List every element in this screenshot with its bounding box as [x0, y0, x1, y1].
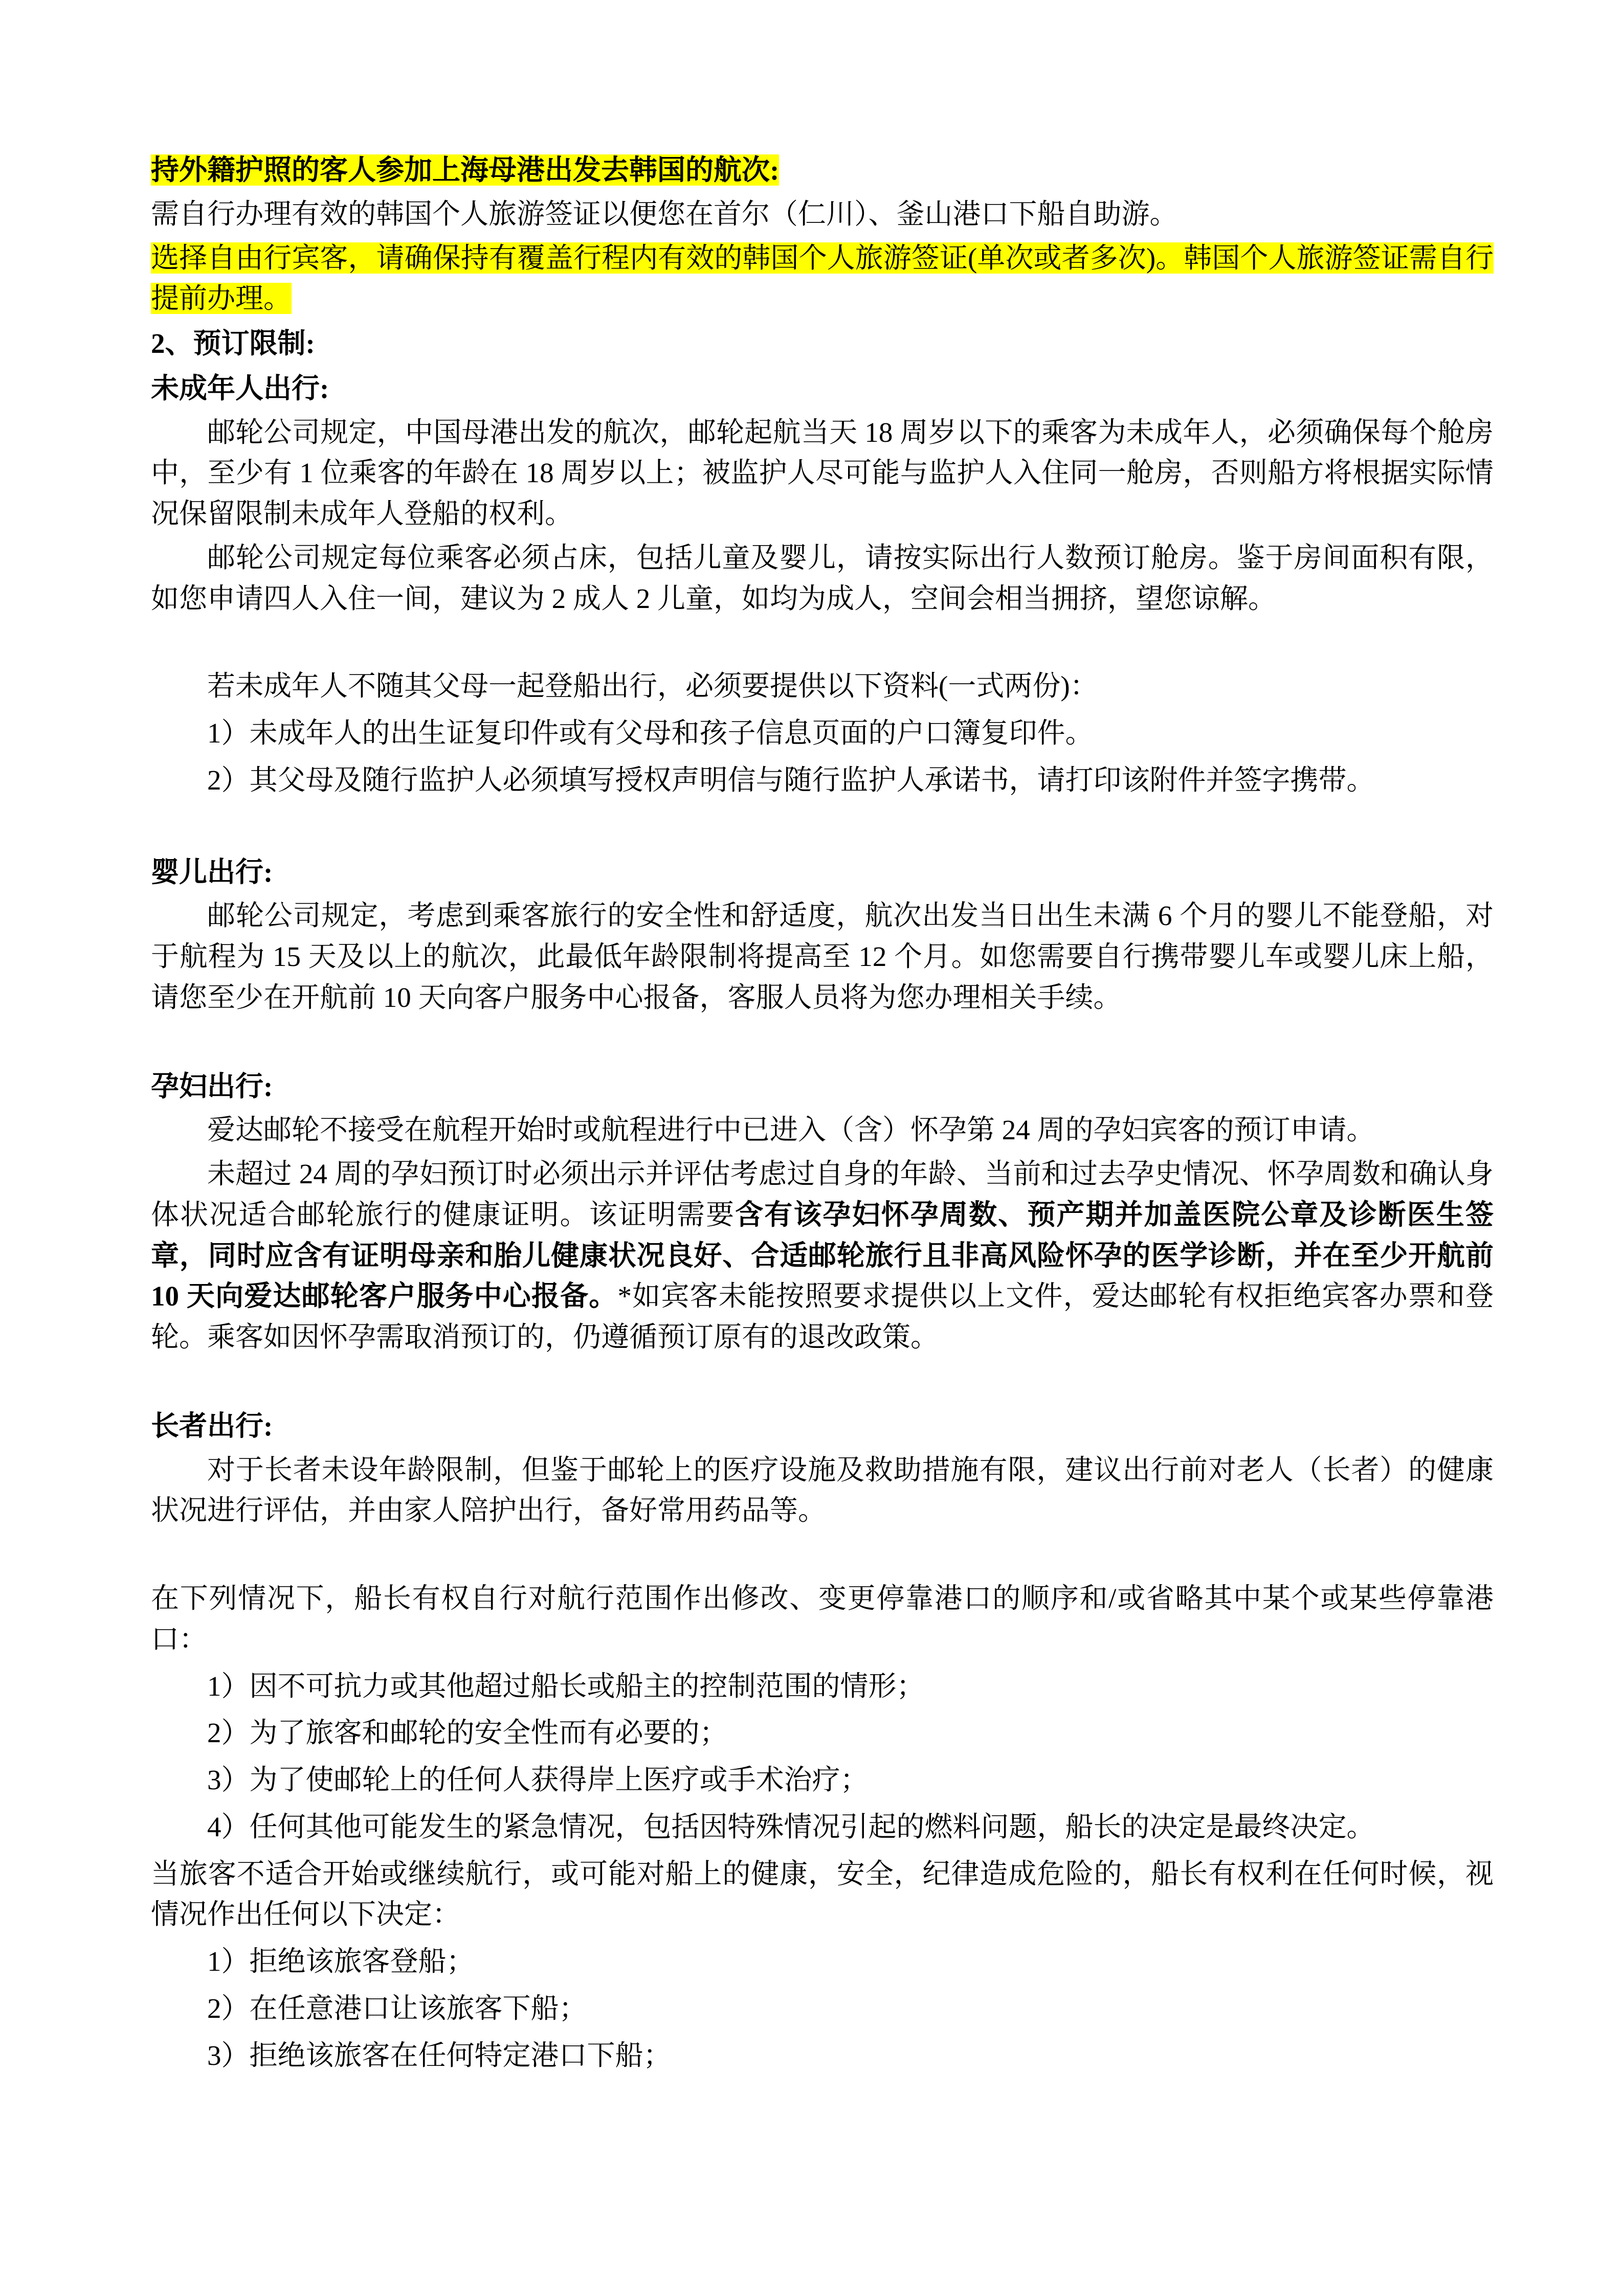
passenger-decision-item-2: 2）在任意港口让该旅客下船；	[207, 1992, 587, 2024]
visa-notice-heading-row	[151, 150, 1494, 191]
minors-paragraph-2: 邮轮公司规定每位乘客必须占床，包括儿童及婴儿，请按实际出行人数预订舱房。鉴于房间面积有限，如您申请四人入住一间，建议为 2 成人 2 儿童，如均为成人，空间会相当拥挤，望您谅解。	[151, 542, 1494, 614]
blank-line	[151, 1021, 1494, 1062]
visa-notice-highlighted-note: 选择自由行宾客，请确保持有覆盖行程内有效的韩国个人旅游签证(单次或者多次)。韩国个人旅游签证需自行提前办理。	[151, 242, 1494, 314]
blank-line	[151, 1361, 1494, 1402]
minors-documents-intro: 若未成年人不随其父母一起登船出行，必须要提供以下资料(一式两份)：	[207, 670, 1098, 702]
route-change-item-3: 3）为了使邮轮上的任何人获得岸上医疗或手术治疗；	[207, 1764, 869, 1795]
passenger-decisions-intro: 当旅客不适合开始或继续航行，或可能对船上的健康，安全，纪律造成危险的，船长有权利在任何时候，视情况作出任何以下决定：	[151, 1858, 1494, 1930]
pregnant-section-heading: 孕妇出行:	[151, 1070, 273, 1102]
elderly-paragraph: 对于长者未设年龄限制，但鉴于邮轮上的医疗设施及救助措施有限，建议出行前对老人（长者）的健康状况进行评估，并由家人陪护出行，备好常用药品等。	[151, 1454, 1494, 1526]
passenger-decision-item-1: 1）拒绝该旅客登船；	[207, 1946, 475, 1977]
pregnant-paragraph-1: 爱达邮轮不接受在航程开始时或航程进行中已进入（含）怀孕第 24 周的孕妇宾客的预订申请。	[207, 1114, 1375, 1146]
minors-document-item-2: 2）其父母及随行监护人必须填写授权声明信与随行监护人承诺书，请打印该附件并签字携带。	[207, 764, 1375, 796]
route-change-item-2: 2）为了旅客和邮轮的安全性而有必要的；	[207, 1717, 728, 1749]
minors-paragraph-1: 邮轮公司规定，中国母港出发的航次，邮轮起航当天 18 周岁以下的乘客为未成年人，必须确保每个舱房中，至少有 1 位乘客的年龄在 18 周岁以上；被监护人尽可能与监护人入住同一舱房，否则船方将根据实际情况保留限制未成年人登船的权利。	[151, 416, 1494, 529]
visa-notice-highlight-row	[151, 238, 1494, 320]
passenger-decision-item-3: 3）拒绝该旅客在任何特定港口下船；	[207, 2039, 672, 2071]
infants-paragraph: 邮轮公司规定，考虑到乘客旅行的安全性和舒适度，航次出发当日出生未满 6 个月的婴儿不能登船，对于航程为 15 天及以上的航次，此最低年龄限制将提高至 12 个月。如您需要自行携带婴儿车或婴儿床上船，请您至少在开航前 10 天向客户服务中心报备，客服人员将为您办理相关手续。	[151, 900, 1494, 1013]
blank-line	[151, 622, 1494, 663]
route-change-item-4: 4）任何其他可能发生的紧急情况，包括因特殊情况引起的燃料问题，船长的决定是最终决定。	[207, 1811, 1375, 1842]
route-change-intro: 在下列情况下，船长有权自行对航行范围作出修改、变更停靠港口的顺序和/或省略其中某个或某些停靠港口：	[151, 1583, 1494, 1655]
pregnant-p2-bold-requirement: 含有该孕妇怀孕周数、预产期并加盖医院公章及诊断医生签章，同时应含有证明母亲和胎儿健康状况良好、合适邮轮旅行且非高风险怀孕的医学诊断，并在至少开航前 10 天向爱达邮轮客户服务中心报备。	[151, 1199, 1494, 1312]
booking-restrictions-heading: 2、预订限制:	[151, 328, 315, 359]
route-change-item-1: 1）因不可抗力或其他超过船长或船主的控制范围的情形；	[207, 1670, 925, 1702]
minors-document-item-1: 1）未成年人的出生证复印件或有父母和孩子信息页面的户口簿复印件。	[207, 717, 1094, 749]
minors-section-heading: 未成年人出行:	[151, 372, 329, 404]
pregnant-paragraph-2	[151, 1154, 1494, 1358]
visa-notice-heading-highlighted: 持外籍护照的客人参加上海母港出发去韩国的航次:	[151, 154, 780, 186]
elderly-section-heading: 长者出行:	[151, 1410, 273, 1442]
pregnant-p2-normal-lead: 未超过 24 周的孕妇预订时必须出示并评估考虑过自身的年龄、当前和过去孕史情况、怀孕周数和确认身体状况适合邮轮旅行的健康证明。该证明需要	[151, 1158, 1494, 1230]
blank-line	[151, 1534, 1494, 1575]
visa-notice-body: 需自行办理有效的韩国个人旅游签证以便您在首尔（仁川）、釜山港口下船自助游。	[151, 198, 1178, 230]
infants-section-heading: 婴儿出行:	[151, 856, 273, 888]
blank-line	[151, 807, 1494, 848]
pregnant-p2-normal-tail: *如宾客未能按照要求提供以上文件，爱达邮轮有权拒绝宾客办票和登轮。乘客如因怀孕需取消预订的，仍遵循预订原有的退改政策。	[151, 1280, 1494, 1353]
